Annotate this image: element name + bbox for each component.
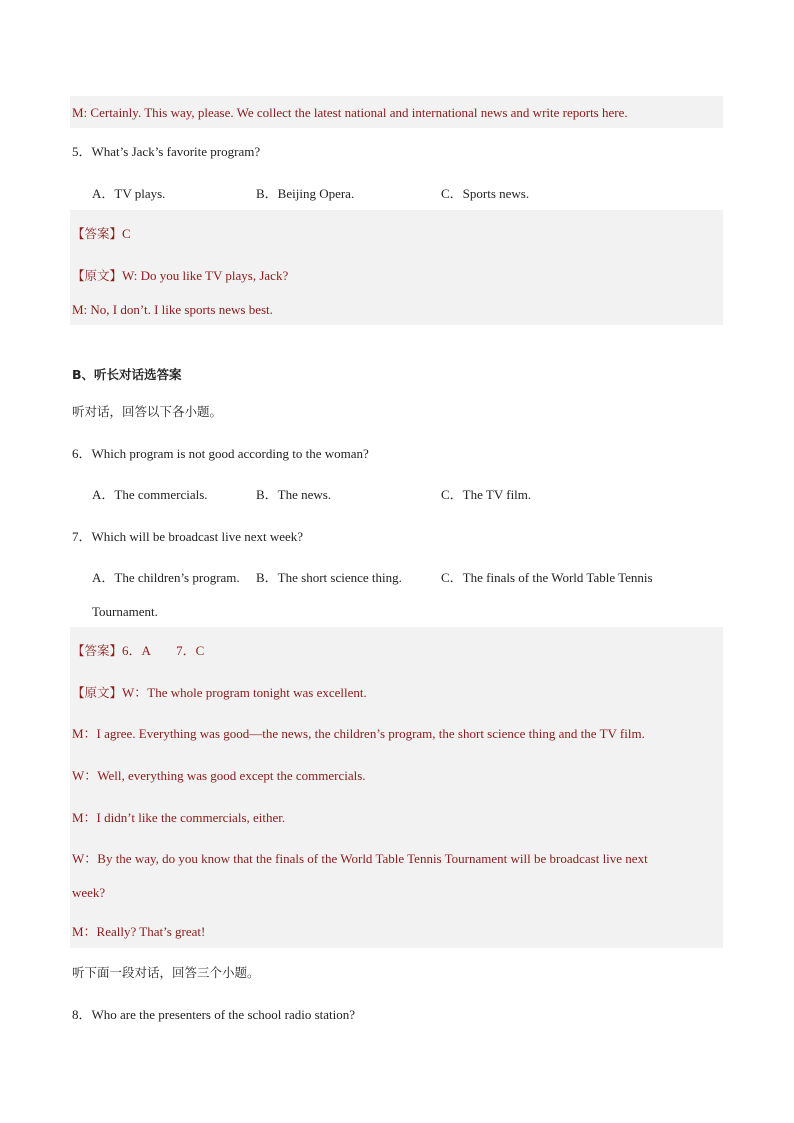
question-number: 8． [72,1007,92,1022]
transcript-label: 【原文】 [72,685,123,700]
question-7 [72,526,303,545]
answer-label: 【答案】 [72,226,123,241]
transcript-q6-7-line-1 [72,682,367,701]
question-8 [72,1004,355,1023]
question-text: Which program is not good according to the woman? [91,446,369,461]
instruction-1: 听对话，回答以下各小题。 [72,404,223,419]
q7-option-c: C．The finals of the World Table Tennis [441,570,653,585]
answer-block-q6-7 [70,627,723,948]
answer-label: 【答案】 [72,643,123,658]
q7-option-c-continued: Tournament. [92,604,158,619]
q6-option-b: B．The news. [256,487,332,502]
question-text: Who are the presenters of the school radio station? [91,1007,356,1022]
question-number: 6． [72,446,92,461]
q7-option-b: B．The short science thing. [256,570,402,585]
answer-value: 6．A 7．C [122,643,205,658]
section-b-title: B、听长对话选答案 [72,367,182,382]
transcript-text: W: Do you like TV plays, Jack? [122,268,289,283]
question-number: 5． [72,144,92,159]
question-6 [72,443,369,462]
answer-value: C [122,226,131,241]
transcript-q6-7-line-4: M：I didn’t like the commercials, either. [72,810,286,825]
transcript-q6-7-line-7: M：Really? That’s great! [72,924,206,939]
transcript-text: W：The whole program tonight was excellent. [122,685,367,700]
question-text: What’s Jack’s favorite program? [91,144,261,159]
transcript-q6-7-line-3: W：Well, everything was good except the commercials. [72,768,366,783]
transcript-q6-7-line-6: week? [72,885,106,900]
question-text: Which will be broadcast live next week? [91,529,304,544]
answer-q5 [72,224,131,242]
transcript-q6-7-line-5: W：By the way, do you know that the finals of the World Table Tennis Tournament will be broadcast live next [72,851,648,866]
q5-option-c: C．Sports news. [441,186,530,201]
transcript-label: 【原文】 [72,268,123,283]
transcript-q6-7-line-2: M：I agree. Everything was good—the news, the children’s program, the short science thing and the TV film. [72,726,645,741]
transcript-q5-m: M: No, I don’t. I like sports news best. [72,302,273,317]
q5-option-a: A．TV plays. [92,186,166,201]
transcript-line: M: Certainly. This way, please. We collect the latest national and international news and write reports here. [72,105,628,120]
q6-option-c: C．The TV film. [441,487,532,502]
q7-option-a: A．The children’s program. [92,570,240,585]
answer-q6-7 [72,640,204,659]
transcript-q5-w [72,266,288,284]
q5-option-b: B．Beijing Opera. [256,186,355,201]
instruction-2: 听下面一段对话，回答三个小题。 [72,965,260,980]
q6-option-a: A．The commercials. [92,487,208,502]
question-5 [72,141,260,160]
question-number: 7． [72,529,92,544]
